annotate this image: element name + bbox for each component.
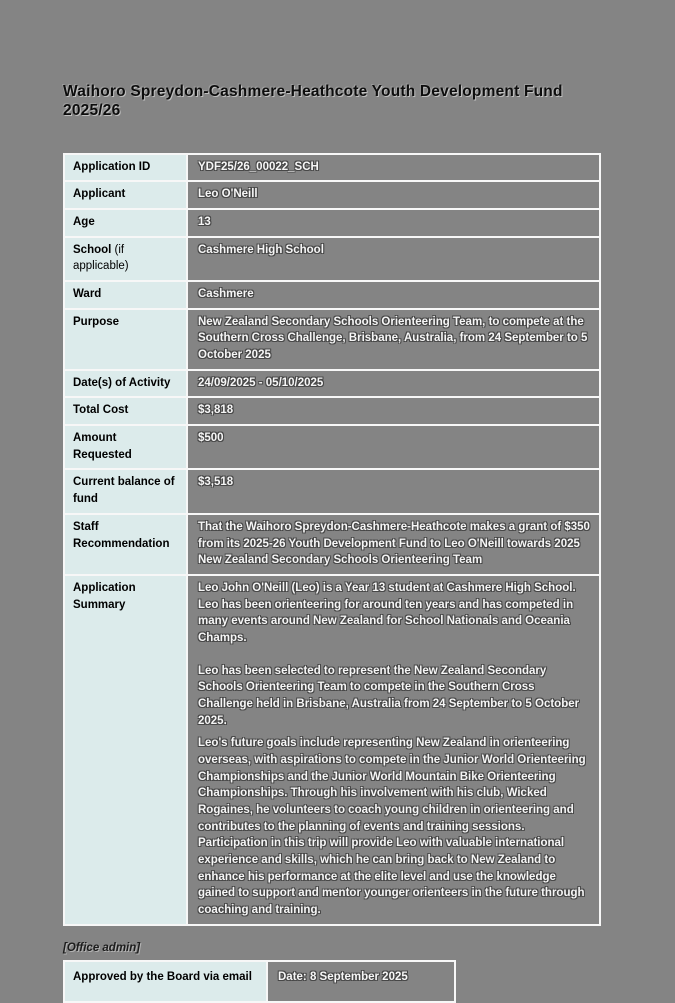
document-page [63,82,601,1003]
summary-paragraph: Leo has been selected to represent the New Zealand Secondary Schools Orienteering Team to compete in the Southern Cross Challenge held in Brisbane, Australia from 24 September to 5 October 2025. [198,664,580,727]
approval-date: Date: 8 September 2025 [278,970,408,983]
row-value [188,576,599,924]
table-row-total-cost [65,398,599,426]
approval-label: Approved by the Board via email [65,962,268,1002]
table-row-application-summary [65,576,599,924]
table-row-school [65,238,599,282]
row-label: Total Cost [65,398,188,424]
row-value: $3,818 [198,404,234,417]
row-value: Leo O'Neill [198,188,258,201]
row-value: That the Waihoro Spreydon-Cashmere-Heathcote makes a grant of $350 from its 2025-26 Youth Development Fund to Leo O'Neill towards 2025 New Zealand Secondary Schools Orienteering Team [198,520,590,567]
table-row-current-balance [65,470,599,514]
approval-table [63,960,456,1003]
row-value: Cashmere High School [198,243,324,256]
row-value: New Zealand Secondary Schools Orienteering Team, to compete at the Southern Cross Challenge, Brisbane, Australia, from 24 September to 5 October 2025 [198,315,588,362]
row-label: School (if applicable) [65,238,188,280]
row-value: 24/09/2025 - 05/10/2025 [198,376,324,389]
table-row-amount-requested [65,426,599,470]
row-value: $3,518 [198,476,234,489]
row-value: $500 [198,432,224,445]
row-label: Ward [65,282,188,308]
summary-paragraph: Leo John O'Neill (Leo) is a Year 13 student at Cashmere High School. Leo has been orienteering for around ten years and has competed in many events around New Zealand for School Nationals and Oceania Champs. [198,581,576,644]
row-label: Applicant [65,182,188,208]
office-admin-note: [Office admin] [63,941,141,954]
row-label: Application ID [65,155,188,181]
table-row-purpose [65,310,599,371]
row-label: Current balance of fund [65,470,188,512]
table-row-age [65,210,599,238]
row-value: 13 [198,216,211,229]
row-label: Age [65,210,188,236]
row-label: Staff Recommendation [65,515,188,574]
table-row-applicant [65,182,599,210]
row-label: Amount Requested [65,426,188,468]
page-title: Waihoro Spreydon-Cashmere-Heathcote Youth Development Fund 2025/26 [63,83,563,120]
row-value: YDF25/26_00022_SCH [198,160,319,173]
summary-paragraph: Leo's future goals include representing New Zealand in orienteering overseas, with aspirations to compete in the Junior World Orienteering Championships and the Junior World Mountain Bike Orienteering Championships. Through his involvement with his club, Wicked Rogaines, he volunteers to coach young children in orienteering and contributes to the planning of events and training sessions. Participation in this trip will provide Leo with valuable international experience and skills, which he can bring back to New Zealand to enhance his performance at the elite level and use the knowledge gained to support and mentor younger orienteers in the future through coaching and training. [198,737,586,916]
application-details-table [63,153,601,926]
table-row-ward [65,282,599,310]
table-row-application-id [65,155,599,183]
row-label: Purpose [65,310,188,369]
row-label: Date(s) of Activity [65,371,188,397]
table-row-dates-of-activity [65,371,599,399]
row-value: Cashmere [198,288,254,301]
table-row-staff-recommendation [65,515,599,576]
row-label: Application Summary [65,576,188,924]
